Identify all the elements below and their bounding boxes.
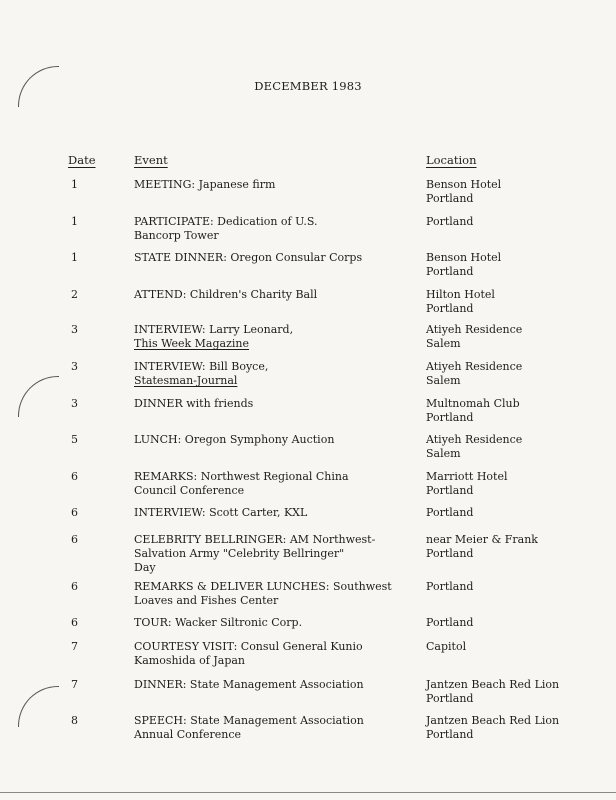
row-date: 7 — [71, 640, 78, 653]
location-line: Jantzen Beach Red Lion — [426, 714, 560, 727]
row-event — [134, 640, 404, 668]
location-line: Salem — [426, 374, 461, 387]
row-date: 3 — [71, 397, 78, 410]
location-line: Portland — [426, 547, 474, 560]
location-line: Benson Hotel — [426, 251, 502, 264]
location-line: Portland — [426, 411, 474, 424]
row-location — [426, 506, 606, 520]
row-date: 6 — [71, 580, 78, 593]
event-line: CELEBRITY BELLRINGER: AM Northwest- — [134, 533, 376, 546]
row-date: 6 — [71, 533, 78, 546]
event-line: INTERVIEW: Scott Carter, KXL — [134, 506, 308, 519]
row-event — [134, 533, 404, 575]
event-line: DINNER with friends — [134, 397, 254, 410]
location-line: Portland — [426, 728, 474, 741]
event-line: SPEECH: State Management Association — [134, 714, 364, 727]
location-line: Portland — [426, 302, 474, 315]
row-location — [426, 215, 606, 229]
row-event — [134, 433, 404, 447]
location-line: Multnomah Club — [426, 397, 520, 410]
row-location — [426, 360, 606, 388]
location-line: Salem — [426, 447, 461, 460]
event-line: Salvation Army "Celebrity Bellringer" — [134, 547, 345, 560]
row-location — [426, 251, 606, 279]
location-line: Atiyeh Residence — [426, 433, 523, 446]
column-header-date: Date — [68, 153, 96, 167]
row-date: 6 — [71, 470, 78, 483]
row-location — [426, 714, 606, 742]
event-line: This Week Magazine — [134, 337, 250, 350]
location-line: Atiyeh Residence — [426, 360, 523, 373]
row-event — [134, 616, 404, 630]
row-date: 2 — [71, 288, 78, 301]
event-line: LUNCH: Oregon Symphony Auction — [134, 433, 335, 446]
event-line: Day — [134, 561, 156, 574]
event-line: Loaves and Fishes Center — [134, 594, 279, 607]
row-location — [426, 470, 606, 498]
event-line: DINNER: State Management Association — [134, 678, 364, 691]
row-date: 1 — [71, 178, 78, 191]
row-location — [426, 616, 606, 630]
event-line: TOUR: Wacker Siltronic Corp. — [134, 616, 303, 629]
location-line: Hilton Hotel — [426, 288, 495, 301]
row-event — [134, 397, 404, 411]
location-line: Atiyeh Residence — [426, 323, 523, 336]
event-line: Bancorp Tower — [134, 229, 219, 242]
row-event — [134, 323, 404, 351]
event-line: COURTESY VISIT: Consul General Kunio — [134, 640, 363, 653]
event-line: INTERVIEW: Bill Boyce, — [134, 360, 269, 373]
location-line: Portland — [426, 192, 474, 205]
row-location — [426, 433, 606, 461]
location-line: Portland — [426, 616, 474, 629]
row-location — [426, 580, 606, 594]
row-event — [134, 580, 404, 608]
location-line: near Meier & Frank — [426, 533, 538, 546]
location-line: Portland — [426, 692, 474, 705]
location-line: Salem — [426, 337, 461, 350]
row-date: 3 — [71, 360, 78, 373]
row-location — [426, 640, 606, 654]
event-line: Council Conference — [134, 484, 245, 497]
row-event — [134, 251, 404, 265]
location-line: Portland — [426, 484, 474, 497]
location-line: Marriott Hotel — [426, 470, 508, 483]
row-location — [426, 678, 606, 706]
event-line: REMARKS & DELIVER LUNCHES: Southwest — [134, 580, 392, 593]
row-event — [134, 506, 404, 520]
row-event — [134, 360, 404, 388]
row-event — [134, 470, 404, 498]
page-bottom-edge — [0, 792, 616, 793]
event-line: MEETING: Japanese firm — [134, 178, 276, 191]
row-date: 3 — [71, 323, 78, 336]
location-line: Capitol — [426, 640, 467, 653]
row-date: 1 — [71, 251, 78, 264]
row-date: 6 — [71, 506, 78, 519]
row-event — [134, 178, 404, 192]
column-header-event: Event — [134, 153, 168, 167]
event-line: INTERVIEW: Larry Leonard, — [134, 323, 294, 336]
row-date: 6 — [71, 616, 78, 629]
event-line: STATE DINNER: Oregon Consular Corps — [134, 251, 363, 264]
location-line: Portland — [426, 215, 474, 228]
location-line: Jantzen Beach Red Lion — [426, 678, 560, 691]
row-event — [134, 714, 404, 742]
event-line: Kamoshida of Japan — [134, 654, 246, 667]
row-location — [426, 533, 606, 561]
column-header-location: Location — [426, 153, 477, 167]
row-location — [426, 397, 606, 425]
event-line: PARTICIPATE: Dedication of U.S. — [134, 215, 318, 228]
row-location — [426, 323, 606, 351]
location-line: Portland — [426, 580, 474, 593]
location-line: Benson Hotel — [426, 178, 502, 191]
event-line: Statesman-Journal — [134, 374, 238, 387]
row-event — [134, 215, 404, 243]
event-line: REMARKS: Northwest Regional China — [134, 470, 349, 483]
row-date: 5 — [71, 433, 78, 446]
row-event — [134, 678, 404, 692]
location-line: Portland — [426, 265, 474, 278]
row-date: 7 — [71, 678, 78, 691]
punch-hole-mark-middle — [18, 376, 59, 417]
punch-hole-mark-bottom — [18, 686, 59, 727]
event-line: ATTEND: Children's Charity Ball — [134, 288, 318, 301]
location-line: Portland — [426, 506, 474, 519]
row-location — [426, 288, 606, 316]
page-title: DECEMBER 1983 — [254, 79, 362, 93]
row-date: 1 — [71, 215, 78, 228]
row-location — [426, 178, 606, 206]
row-date: 8 — [71, 714, 78, 727]
event-line: Annual Conference — [134, 728, 241, 741]
row-event — [134, 288, 404, 302]
